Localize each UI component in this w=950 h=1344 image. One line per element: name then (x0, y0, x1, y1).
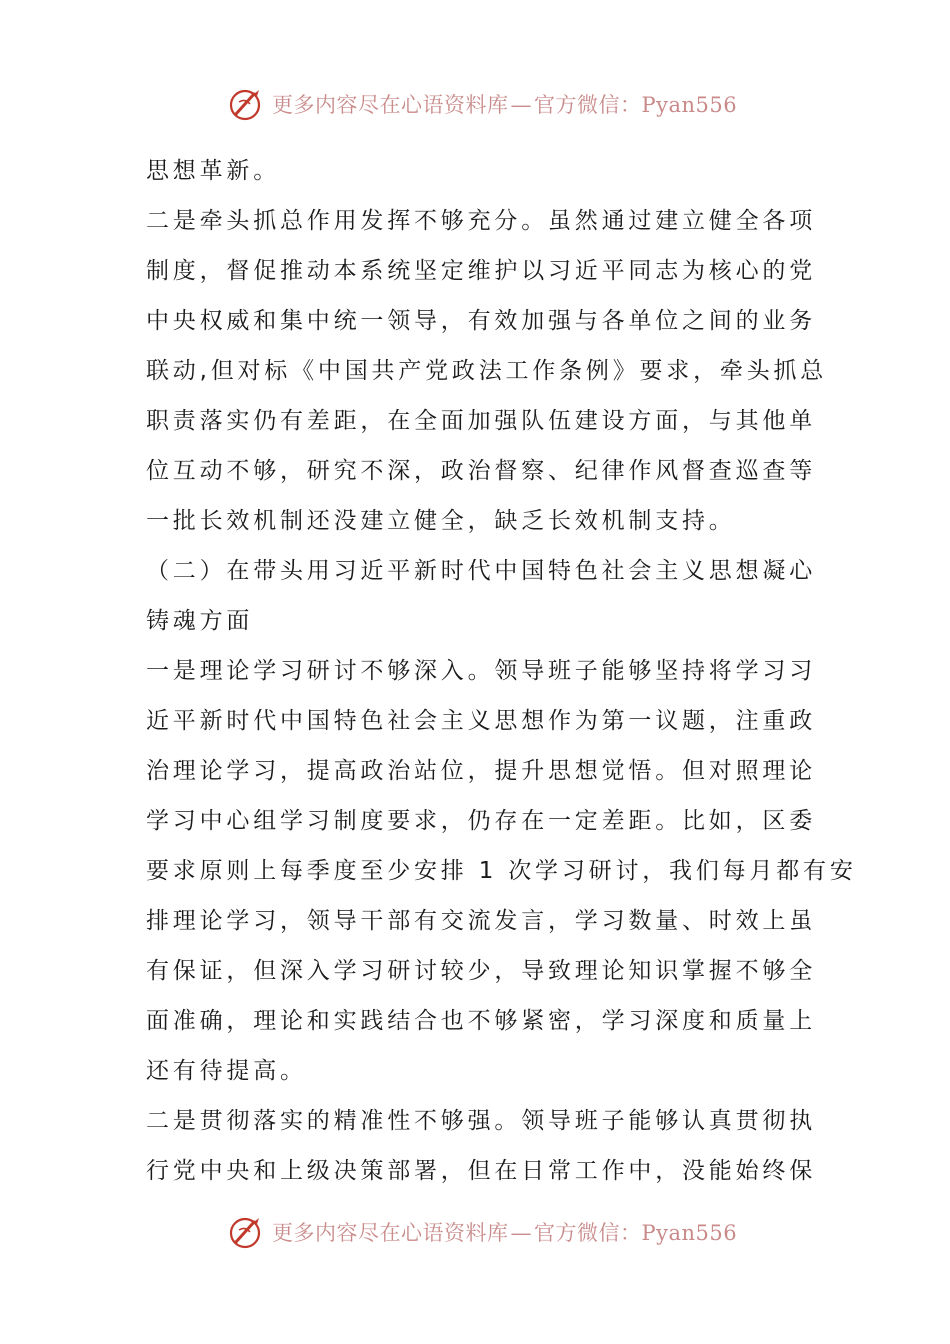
text-line: 思想革新。 (146, 158, 280, 184)
text-line: 排理论学习，领导干部有交流发言，学习数量、时效上虽 (146, 908, 816, 934)
text-line: 有保证，但深入学习研讨较少，导致理论知识掌握不够全 (146, 958, 816, 984)
document-body (146, 146, 857, 1196)
text-line: 行党中央和上级决策部署，但在日常工作中，没能始终保 (146, 1158, 816, 1184)
text-line: 治理论学习，提高政治站位，提升思想觉悟。但对照理论 (146, 758, 816, 784)
text-line: （二）在带头用习近平新时代中国特色社会主义思想凝心 (146, 558, 816, 584)
text-line: 要求原则上每季度至少安排 1 次学习研讨，我们每月都有安 (146, 858, 857, 884)
watermark-text: 更多内容尽在心语资料库—官方微信：Pyan556 (272, 1221, 738, 1245)
text-line: 制度，督促推动本系统坚定维护以习近平同志为核心的党 (146, 258, 816, 284)
text-line: 位互动不够，研究不深，政治督察、纪律作风督查巡查等 (146, 458, 816, 484)
text-line: 联动,但对标《中国共产党政法工作条例》要求，牵头抓总 (146, 358, 828, 384)
text-line: 学习中心组学习制度要求，仍存在一定差距。比如，区委 (146, 808, 816, 834)
text-line: 近平新时代中国特色社会主义思想作为第一议题，注重政 (146, 708, 816, 734)
text-line: 还有待提高。 (146, 1058, 307, 1084)
text-line: 面准确，理论和实践结合也不够紧密，学习深度和质量上 (146, 1008, 816, 1034)
pen-logo-icon (228, 86, 264, 122)
watermark-header (0, 84, 950, 124)
text-line: 中央权威和集中统一领导，有效加强与各单位之间的业务 (146, 308, 816, 334)
text-line: 二是牵头抓总作用发挥不够充分。虽然通过建立健全各项 (146, 208, 816, 234)
text-line: 一是理论学习研讨不够深入。领导班子能够坚持将学习习 (146, 658, 816, 684)
text-line: 铸魂方面 (146, 608, 254, 634)
pen-logo-icon (228, 1214, 264, 1250)
watermark-footer (0, 1212, 950, 1252)
watermark-text: 更多内容尽在心语资料库—官方微信：Pyan556 (272, 93, 738, 117)
text-line: 职责落实仍有差距，在全面加强队伍建设方面，与其他单 (146, 408, 816, 434)
text-line: 一批长效机制还没建立健全，缺乏长效机制支持。 (146, 508, 736, 534)
text-line: 二是贯彻落实的精准性不够强。领导班子能够认真贯彻执 (146, 1108, 816, 1134)
